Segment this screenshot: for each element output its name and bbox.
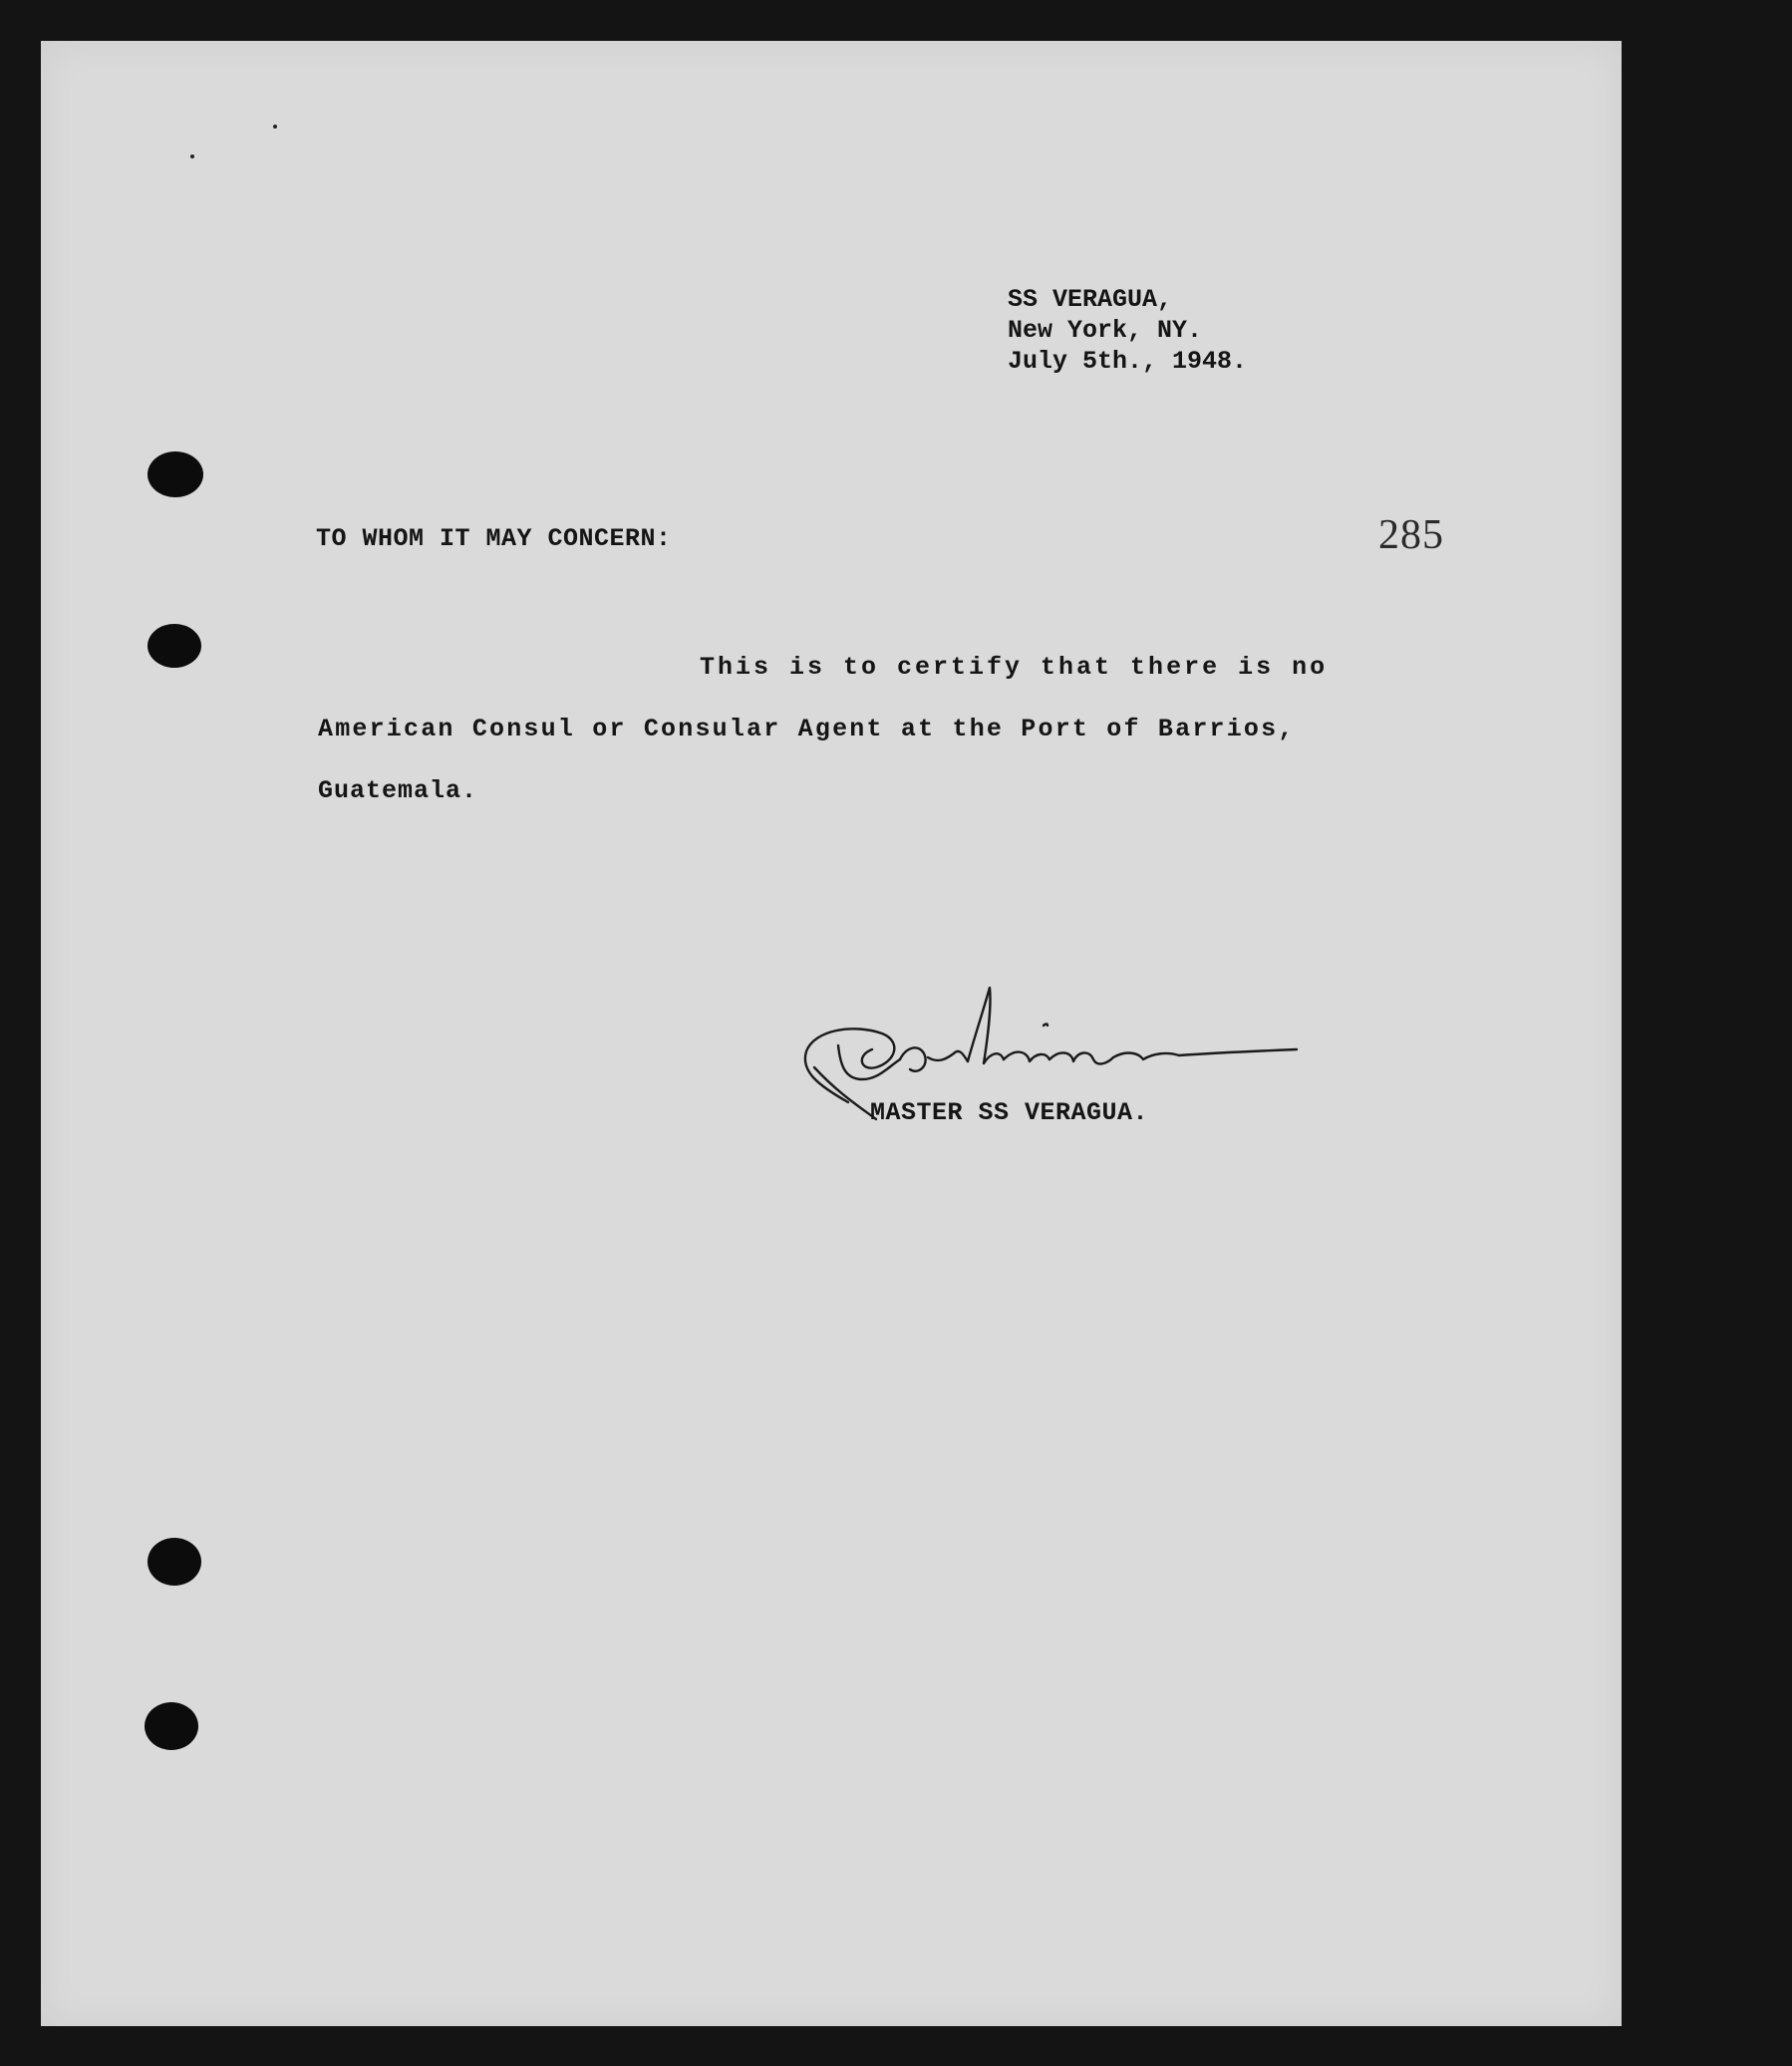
punch-hole: [148, 451, 203, 497]
salutation: TO WHOM IT MAY CONCERN:: [316, 524, 672, 553]
sender-ship: SS VERAGUA,: [1008, 285, 1173, 314]
letter-sheet: [41, 41, 1622, 2026]
page-number: 285: [1378, 512, 1444, 558]
sender-block: [1008, 284, 1247, 377]
punch-hole: [148, 624, 201, 668]
body-line: This is to certify that there is no: [700, 653, 1329, 682]
signature-title: MASTER SS VERAGUA.: [870, 1098, 1149, 1127]
letter-date: July 5th., 1948.: [1008, 347, 1248, 376]
sender-city: New York, NY.: [1008, 316, 1203, 345]
paper-speck: [273, 125, 277, 129]
body-line: Guatemala.: [318, 776, 478, 805]
body-line: American Consul or Consular Agent at the Port of Barrios,: [318, 715, 1296, 743]
paper-speck: [190, 154, 194, 158]
punch-hole: [145, 1702, 198, 1750]
punch-hole: [148, 1538, 201, 1586]
